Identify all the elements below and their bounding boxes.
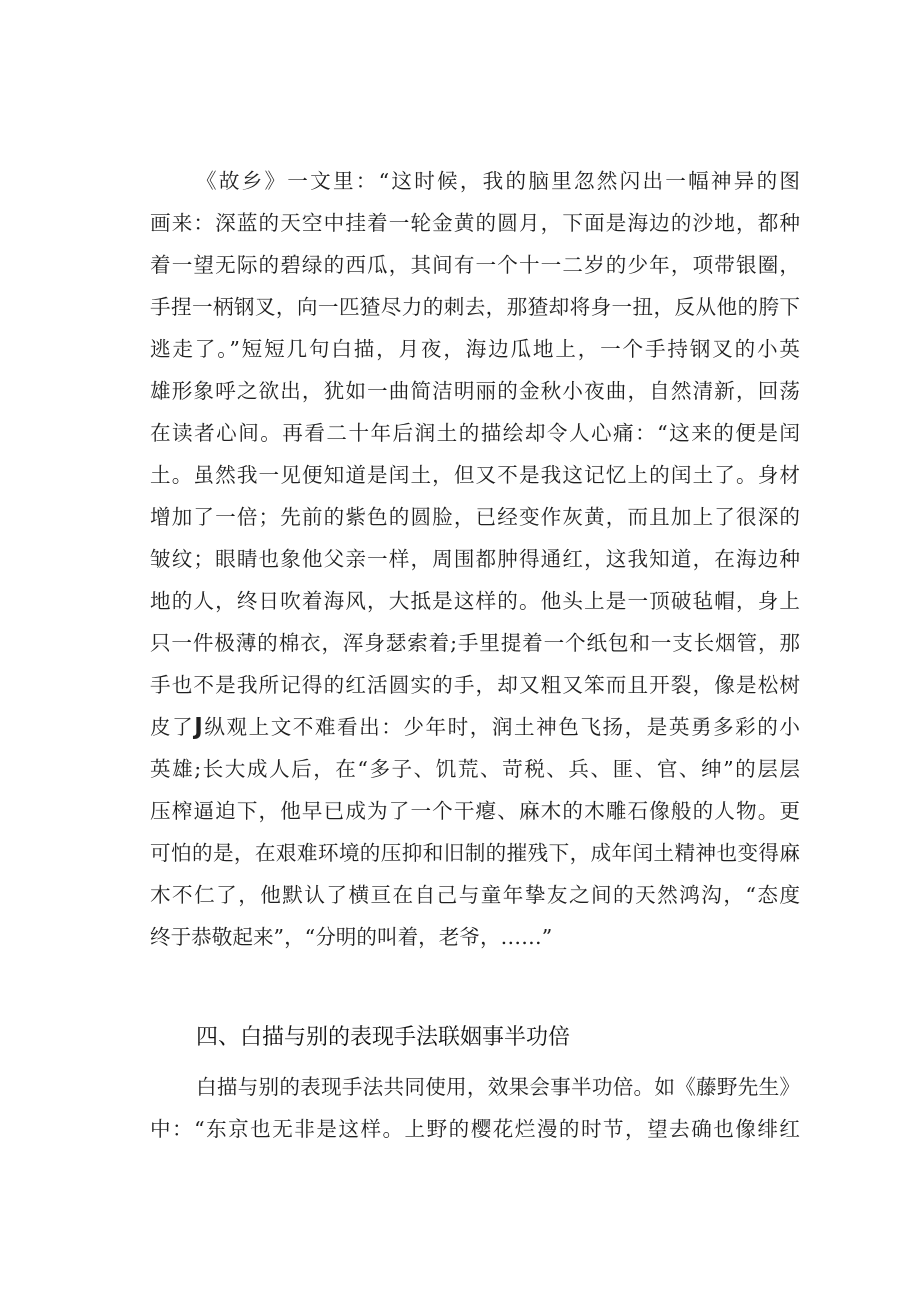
paragraph-line: 可怕的是，在艰难环境的压抑和旧制的摧残下，成年闰土精神也变得麻 bbox=[150, 841, 800, 865]
paragraph-white-sketch bbox=[150, 1066, 800, 1150]
line-text-before-mark: 皮了 bbox=[150, 715, 195, 739]
stray-j-mark: J bbox=[194, 714, 203, 740]
paragraph-story-analysis bbox=[150, 160, 800, 958]
paragraph-line: 着一望无际的碧绿的西瓜，其间有一个十一二岁的少年，项带银圈， bbox=[150, 253, 800, 277]
paragraph-line: 英雄;长大成人后，在“多子、饥荒、苛税、兵、匪、官、绅”的层层 bbox=[150, 757, 800, 781]
paragraph-line: 木不仁了，他默认了横亘在自己与童年挚友之间的天然鸿沟，“态度 bbox=[150, 883, 800, 907]
paragraph-line: 逃走了。”短短几句白描，月夜，海边瓜地上，一个手持钢叉的小英 bbox=[150, 337, 800, 361]
paragraph-line: 增加了一倍；先前的紫色的圆脸，已经变作灰黄，而且加上了很深的 bbox=[150, 505, 800, 529]
paragraph-line: 地的人，终日吹着海风，大抵是这样的。他头上是一顶破毡帽，身上 bbox=[150, 589, 800, 613]
paragraph-line: 终于恭敬起来”，“分明的叫着，老爷，……” bbox=[150, 925, 553, 949]
paragraph-line: 在读者心间。再看二十年后润土的描绘却令人心痛：“这来的便是闰 bbox=[150, 421, 800, 445]
paragraph-line: 手捏一柄钢叉，向一匹猹尽力的刺去，那猹却将身一扭，反从他的胯下 bbox=[150, 295, 800, 319]
paragraph-line: 皱纹；眼睛也象他父亲一样，周围都肿得通红，这我知道，在海边种 bbox=[150, 547, 800, 571]
paragraph-line: 雄形象呼之欲出，犹如一曲简洁明丽的金秋小夜曲，自然清新，回荡 bbox=[150, 379, 800, 403]
paragraph-line-with-mark bbox=[150, 706, 800, 748]
paragraph-line: 压榨逼迫下，他早已成为了一个干瘪、麻木的木雕石像般的人物。更 bbox=[150, 799, 800, 823]
paragraph-line: 画来：深蓝的天空中挂着一轮金黄的圆月，下面是海边的沙地，都种 bbox=[150, 211, 800, 235]
paragraph-line: 土。虽然我一见便知道是闰土，但又不是我这记忆上的闰土了。身材 bbox=[150, 463, 800, 487]
paragraph-line: 只一件极薄的棉衣，浑身瑟索着;手里提着一个纸包和一支长烟管，那 bbox=[150, 631, 800, 655]
paragraph-line: 手也不是我所记得的红活圆实的手，却又粗又笨而且开裂，像是松树 bbox=[150, 673, 800, 697]
section-heading: 四、白描与别的表现手法联姻事半功倍 bbox=[196, 1025, 571, 1050]
paragraph-line: 《故乡》一文里：“这时候，我的脑里忽然闪出一幅神异的图 bbox=[196, 169, 800, 193]
paragraph-line: 白描与别的表现手法共同使用，效果会事半功倍。如《藤野先生》 bbox=[196, 1075, 800, 1099]
line-text-after-mark: 纵观上文不难看出：少年时，润土神色飞扬，是英勇多彩的小 bbox=[202, 715, 800, 739]
paragraph-line: 中：“东京也无非是这样。上野的樱花烂漫的时节，望去确也像绯红 bbox=[150, 1117, 800, 1141]
